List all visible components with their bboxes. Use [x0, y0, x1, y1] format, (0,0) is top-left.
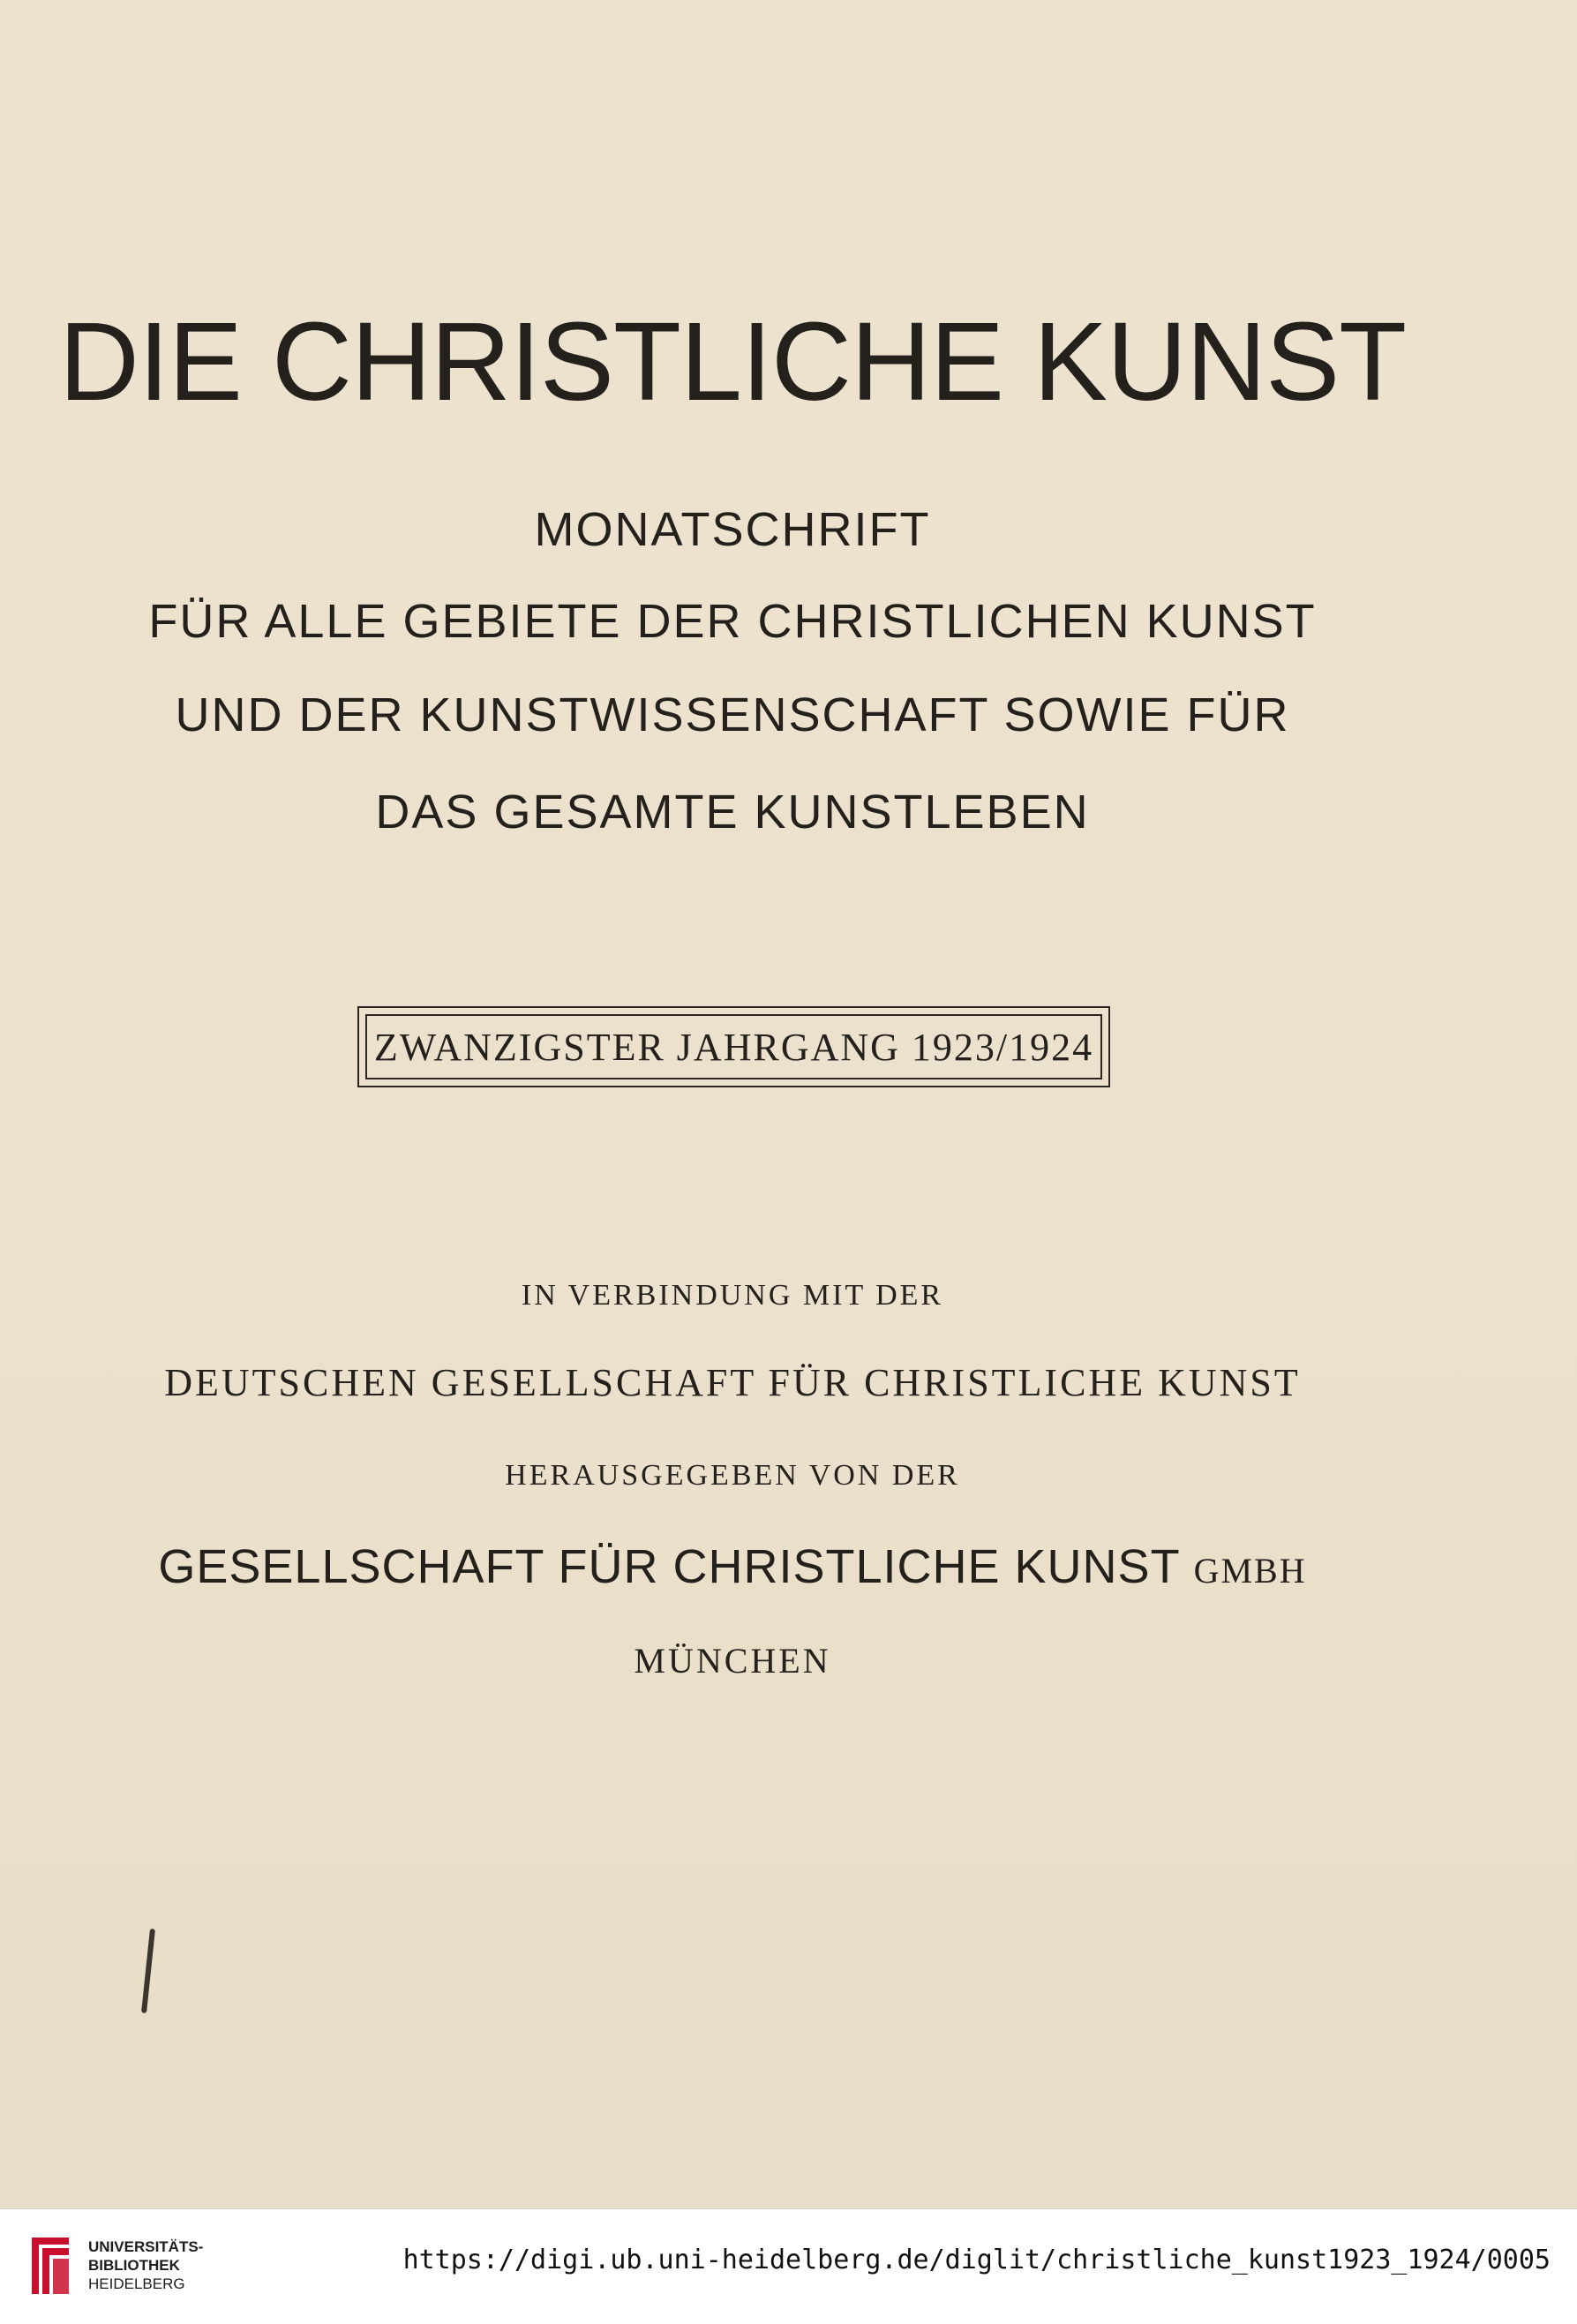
editor-intro: HERAUSGEGEBEN VON DER [505, 1459, 960, 1492]
footer-bar [0, 2208, 1577, 2324]
publisher-name [0, 1538, 1465, 1600]
library-logo-icon[interactable] [23, 2232, 78, 2301]
library-name-line-3: HEIDELBERG [88, 2275, 185, 2292]
society-name: DEUTSCHEN GESELLSCHAFT FÜR CHRISTLICHE KUNST [164, 1361, 1301, 1404]
volume-label: ZWANZIGSTER JAHRGANG 1923/1924 [365, 1014, 1102, 1079]
subtitle-line-4: DAS GESAMTE KUNSTLEBEN [375, 786, 1090, 839]
subtitle-line-2: FÜR ALLE GEBIETE DER CHRISTLICHEN KUNST [148, 595, 1317, 648]
publisher-suffix: GMBH [1193, 1551, 1307, 1591]
publisher-main: GESELLSCHAFT FÜR CHRISTLICHE KUNST [158, 1540, 1180, 1593]
library-name-line-1: UNIVERSITÄTS- [88, 2238, 204, 2255]
subtitle-line-3: UND DER KUNSTWISSENSCHAFT SOWIE FÜR [175, 688, 1290, 741]
volume-frame [357, 1006, 1110, 1087]
permalink-url[interactable]: https://digi.ub.uni-heidelberg.de/diglit/christliche_kunst1923_1924/0005 [402, 2245, 1551, 2275]
publisher-city: MÜNCHEN [634, 1641, 831, 1681]
subtitle-line-1: MONATSCHRIFT [534, 503, 931, 556]
pencil-mark [141, 1929, 155, 2013]
library-name[interactable] [88, 2238, 203, 2293]
association-intro: IN VERBINDUNG MIT DER [521, 1279, 944, 1312]
library-name-line-2: BIBLIOTHEK [88, 2257, 180, 2274]
main-title: DIE CHRISTLICHE KUNST [58, 299, 1407, 424]
